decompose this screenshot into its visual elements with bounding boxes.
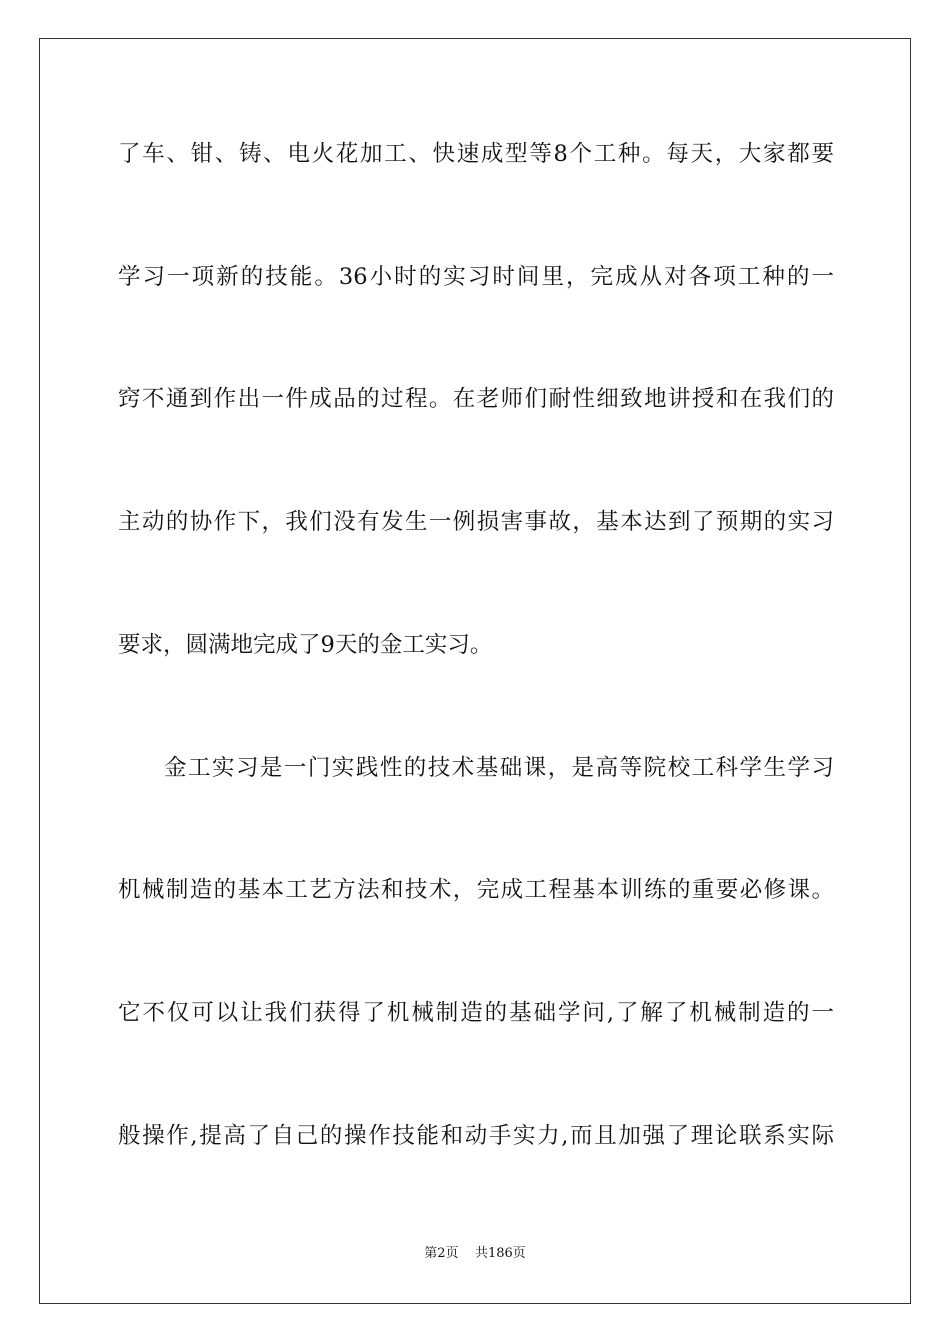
paragraph-line-2: 学习一项新的技能。36小时的实习时间里，完成从对各项工种的一 — [118, 264, 834, 290]
paragraph-line-6: 金工实习是一门实践性的技术基础课，是高等院校工科学生学习 — [164, 755, 834, 781]
paragraph-line-8: 它不仅可以让我们获得了机械制造的基础学问,了解了机械制造的一 — [118, 1000, 834, 1026]
page-border — [39, 38, 911, 1304]
paragraph-line-9: 般操作,提高了自己的操作技能和动手实力,而且加强了理论联系实际 — [118, 1123, 834, 1149]
paragraph-line-1: 了车、钳、铸、电火花加工、快速成型等8个工种。每天，大家都要 — [118, 141, 834, 167]
paragraph-line-3: 窍不通到作出一件成品的过程。在老师们耐性细致地讲授和在我们的 — [118, 386, 834, 412]
paragraph-line-4: 主动的协作下，我们没有发生一例损害事故，基本达到了预期的实习 — [118, 509, 834, 535]
paragraph-line-5: 要求，圆满地完成了9天的金工实习。 — [118, 632, 493, 658]
paragraph-line-7: 机械制造的基本工艺方法和技术，完成工程基本训练的重要必修课。 — [118, 877, 834, 903]
page-number-footer: 第2页 共186页 — [424, 1246, 526, 1261]
